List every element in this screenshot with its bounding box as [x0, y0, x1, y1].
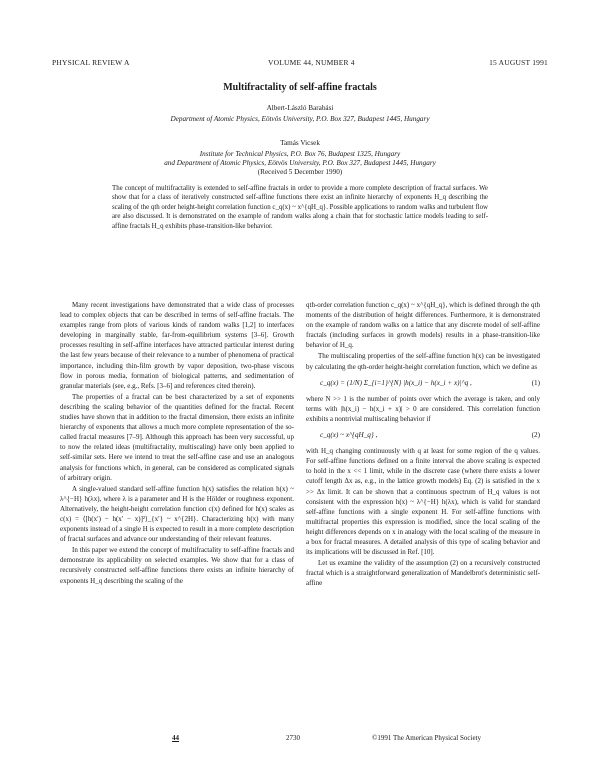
header-journal: PHYSICAL REVIEW A — [52, 58, 130, 67]
author-2-name: Tamás Vicsek — [280, 139, 320, 147]
left-paragraph: In this paper we extend the concept of multifractality to self-affine fractals and demonstrate its applicability on selected examples. We show that for a class of recursively constructed self-affine functions there exists an infinite hierarchy of exponents H_q describing the scaling of the — [60, 546, 294, 585]
author-1-affiliation: Department of Atomic Physics, Eötvös University, P.O. Box 327, Budapest 1445, Hungary — [170, 115, 430, 123]
right-column — [306, 300, 540, 588]
equation-1-number: (1) — [531, 378, 540, 387]
left-column — [60, 300, 294, 586]
paper-title: Multifractality of self-affine fractals — [223, 82, 377, 93]
left-paragraph: A single-valued standard self-affine function h(x) satisfies the relation h(x) ~ λ^{−H} h(λx), where λ is a parameter and H is the Hölder or roughness exponent. Alternatively, the height-height correlation function c(x) defined for h(x) scales as c(x) = ⟨[h(x′) − h(x′ − x)]²⟩_{x′} ~ x^{2H}. Characterizing h(x) with many exponents instead of a single H is expected to result in a more complete description of fractal surfaces and advance our understanding of their relevant features. — [60, 484, 294, 544]
footer-page-number: 2730 — [286, 734, 300, 742]
right-paragraph: with H_q changing continuously with q at least for some region of the q values. For self-affine functions defined on a finite interval the above scaling is expected to hold in the x << 1 limit, while in the discrete case (where there exists a lower cutoff length Δx as, e.g., in the lattice growth models) Eq. (2) is satisfied in the x >> Δx limit. It can be shown that a continuous spectrum of H_q values is not consistent with the expression h(x) ~ λ^{−H} h(λx), which is valid for standard self-affine functions with a single exponent H. For self-affine functions with multifractal properties this expression is modified, since the local scaling of the height differences depends on x in analogy with the local scaling of the measure in a box for fractal measures. A detailed analysis of this type of scaling behavior and its implications will be discussed in Ref. [10]. — [306, 447, 540, 557]
right-paragraph: qth-order correlation function c_q(x) ~ x^{qH_q}, which is defined through the qth moments of the distribution of height differences. Furthermore, it is demonstrated on the example of random walks on a lattice that any discrete model of self-affine fractals (including surfaces in growth models) results in a phase-transition-like behavior of H_q. — [306, 301, 540, 350]
equation-2-body: c_q(x) ~ x^{qH_q} , — [320, 431, 378, 440]
header-date: 15 AUGUST 1991 — [489, 58, 548, 67]
equation-1 — [306, 378, 540, 388]
left-paragraph: The properties of a fractal can be best characterized by a set of exponents describing the scaling behavior of the quantities defined for the fractal. Recent studies have shown that in addition to the fractal dimension, there exists an infinite hierarchy of exponents that allows a much more complete representation of the so-called fractal measures [7–9]. Although this approach has been very successful, up to now the related ideas (multifractality, multiscaling) have only been applied to self-similar sets. Here we intend to treat the self-affine case and use an analogous analysis for functions which, in general, can be considered as complicated signals of arbitrary origin. — [60, 392, 294, 482]
left-paragraph: Many recent investigations have demonstrated that a wide class of processes lead to complex objects that can be described in terms of self-affine fractals. The examples range from plots of various kinds of random walks [1,2] to interfaces developing in marginally stable, far-from-equilibrium systems [3–6]. Growth processes resulting in self-affine interfaces have attracted particular interest during the last few years because of their relevance to a number of phenomena of practical importance, including thin-film growth by vapor deposition, two-phase viscous flow in porous media, formation of biological patterns, and sedimentation of granular materials (see, e.g., Refs. [3–6] and references cited therein). — [60, 301, 294, 390]
equation-2 — [306, 430, 540, 440]
equation-2-number: (2) — [531, 431, 540, 440]
footer-copyright: ©1991 The American Physical Society — [372, 734, 482, 742]
right-paragraph: The multiscaling properties of the self-affine function h(x) can be investigated by calculating the qth-order height-height correlation function, which we define as — [306, 352, 540, 371]
author-1-name: Albert-László Barabási — [266, 104, 334, 112]
author-2-affiliation: Institute for Technical Physics, P.O. Box 76, Budapest 1325, Hungary — [199, 150, 401, 158]
received-date: (Received 5 December 1990) — [257, 168, 343, 176]
right-paragraph: where N >> 1 is the number of points over which the average is taken, and only terms with |h(x_i) − h(x_i + x)| > 0 are considered. This correlation function exhibits a nontrivial multiscaling behavior if — [306, 394, 540, 423]
header-volume: VOLUME 44, NUMBER 4 — [268, 58, 355, 67]
equation-1-body: c_q(x) = (1/N) Σ_{i=1}^{N} |h(x_i) − h(x_i + x)|^q , — [320, 378, 472, 387]
right-paragraph: Let us examine the validity of the assumption (2) on a recursively constructed fractal which is a straightforward generalization of Mandelbrot's deterministic self-affine — [306, 559, 540, 588]
abstract: The concept of multifractality is extended to self-affine fractals in order to provide a more complete description of fractal surfaces. We show that for a class of iteratively constructed self-affine functions there exist an infinite hierarchy of exponents H_q describing the scaling of the qth order height-height correlation function c_q(x) ~ x^{qH_q}. Possible applications to random walks and turbulent flow are also discussed. It is demonstrated on the example of random walks along a chain that for stochastic lattice models leading to self-affine fractals H_q exhibits phase-transition-like behavior. — [112, 185, 488, 230]
author-2-affiliation-2: and Department of Atomic Physics, Eötvös University, P.O. Box 327, Budapest 1445, Hungary — [164, 159, 436, 167]
footer-volume: 44 — [172, 734, 179, 742]
